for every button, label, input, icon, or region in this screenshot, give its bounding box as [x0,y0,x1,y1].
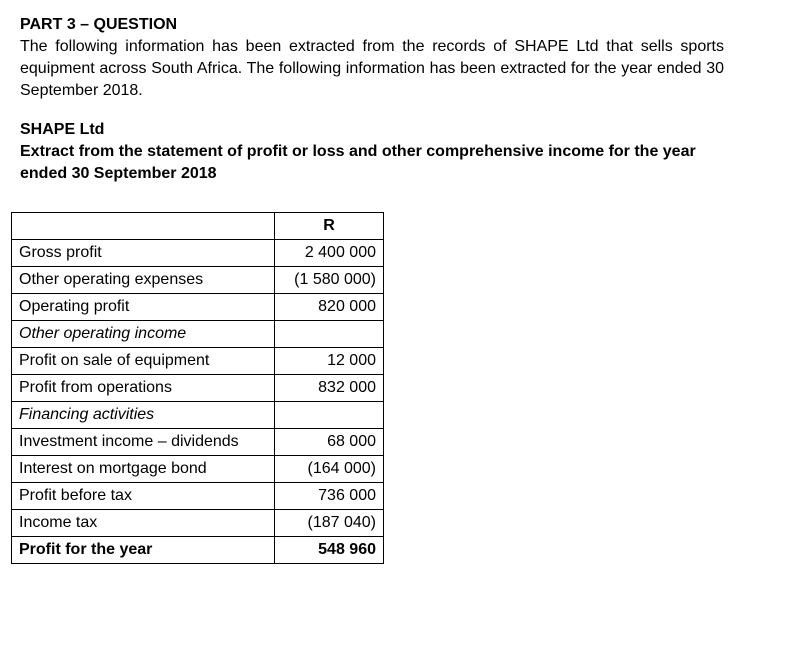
row-amount: 820 000 [275,294,384,321]
row-total-label: Profit for the year [12,537,275,564]
row-amount: 68 000 [275,429,384,456]
row-label: Interest on mortgage bond [12,456,275,483]
row-amount: (187 040) [275,510,384,537]
row-label: Investment income – dividends [12,429,275,456]
intro-paragraph: The following information has been extracted from the records of SHAPE Ltd that sells sports equipment across South Africa. The following information has been extracted for the year ended 30 September 2018. [20,38,724,99]
income-statement-table [11,212,384,564]
table-row-profit-before-tax [12,483,384,510]
row-total-amount: 548 960 [275,537,384,564]
row-section-label: Other operating income [12,321,275,348]
table-row-operating-profit [12,294,384,321]
row-label: Other operating expenses [12,267,275,294]
document [20,14,724,185]
company-name: SHAPE Ltd [20,121,105,138]
row-amount: 12 000 [275,348,384,375]
row-label: Operating profit [12,294,275,321]
row-label: Profit before tax [12,483,275,510]
table-row-other-operating-expenses [12,267,384,294]
part-title: PART 3 – QUESTION [20,16,178,33]
table-row-interest-mortgage [12,456,384,483]
row-amount: 736 000 [275,483,384,510]
header-blank-cell [12,213,275,240]
table-row-financing-activities [12,402,384,429]
row-label: Profit from operations [12,375,275,402]
row-section-label: Financing activities [12,402,275,429]
row-label: Profit on sale of equipment [12,348,275,375]
row-amount [275,321,384,348]
table-row-profit-on-sale [12,348,384,375]
row-amount: 2 400 000 [275,240,384,267]
row-label: Gross profit [12,240,275,267]
extract-title: Extract from the statement of profit or loss and other comprehensive income for the year ended 30 September 2018 [20,143,696,182]
row-amount [275,402,384,429]
table-row-profit-from-operations [12,375,384,402]
row-amount: (1 580 000) [275,267,384,294]
table-row-income-tax [12,510,384,537]
row-amount: (164 000) [275,456,384,483]
row-amount: 832 000 [275,375,384,402]
currency-header: R [275,213,384,240]
table-row-other-operating-income [12,321,384,348]
table-row-investment-income [12,429,384,456]
table-header-row [12,213,384,240]
row-label: Income tax [12,510,275,537]
table-row-profit-for-year [12,537,384,564]
table-row-gross-profit [12,240,384,267]
